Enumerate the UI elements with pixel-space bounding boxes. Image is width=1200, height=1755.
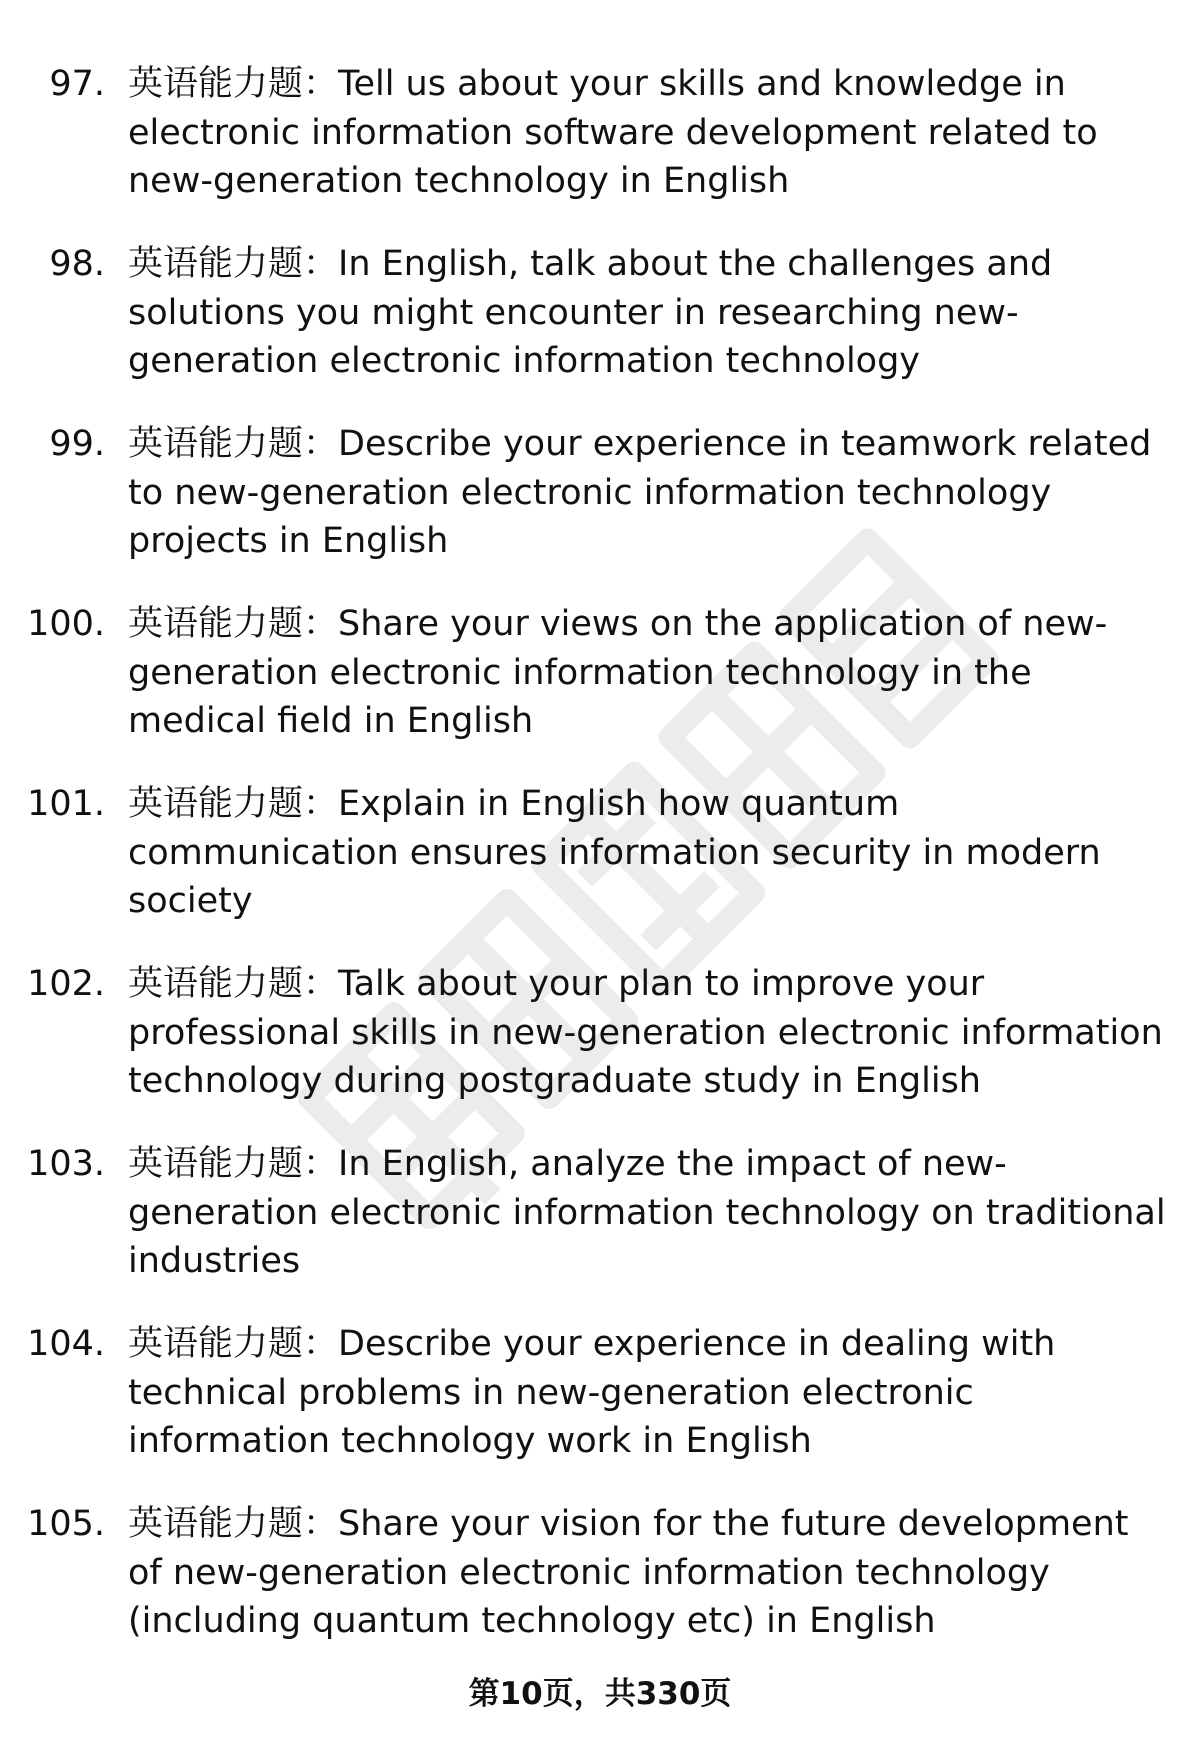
question-item — [0, 1500, 1200, 1680]
question-body — [128, 60, 1173, 206]
question-text: In English, talk about the challenges and solutions you might encounter in researching new-generation electronic information technology — [128, 244, 1053, 381]
question-item — [0, 780, 1200, 960]
question-body — [128, 240, 1173, 386]
question-number: 105. — [27, 1504, 105, 1544]
question-item — [0, 60, 1200, 240]
page-footer: 第10页，共330页 — [468, 1676, 732, 1712]
question-text: Describe your experience in teamwork related to new-generation electronic information technology projects in English — [128, 424, 1152, 561]
question-body — [128, 780, 1173, 926]
question-number: 98. — [49, 244, 105, 284]
question-body — [128, 420, 1173, 566]
question-text: Share your vision for the future development of new-generation electronic information technology (including quantum technology etc) in English — [128, 1504, 1129, 1641]
question-number: 103. — [27, 1144, 105, 1184]
question-prefix: 英语能力题： — [128, 64, 339, 104]
question-text: Describe your experience in dealing with technical problems in new-generation electronic information technology work in English — [128, 1324, 1056, 1461]
question-text: Tell us about your skills and knowledge in electronic information software development related to new-generation technology in English — [128, 64, 1098, 201]
question-number: 100. — [27, 604, 105, 644]
question-body — [128, 1320, 1173, 1466]
question-number: 104. — [27, 1324, 105, 1364]
question-item — [0, 240, 1200, 420]
question-item — [0, 1320, 1200, 1500]
question-item — [0, 1140, 1200, 1320]
question-number: 101. — [27, 784, 105, 824]
question-number: 97. — [49, 64, 105, 104]
question-text: Explain in English how quantum communication ensures information security in modern society — [128, 784, 1101, 921]
question-body — [128, 600, 1173, 746]
question-text: In English, analyze the impact of new-generation electronic information technology on traditional industries — [128, 1144, 1166, 1281]
question-text: Share your views on the application of new-generation electronic information technology in the medical field in English — [128, 604, 1108, 741]
question-item — [0, 600, 1200, 780]
question-prefix: 英语能力题： — [128, 1324, 339, 1364]
question-prefix: 英语能力题： — [128, 604, 339, 644]
question-prefix: 英语能力题： — [128, 784, 339, 824]
question-body — [128, 960, 1173, 1106]
question-body — [128, 1500, 1173, 1646]
question-number: 102. — [27, 964, 105, 1004]
question-list — [0, 60, 1200, 1680]
question-prefix: 英语能力题： — [128, 1504, 339, 1544]
question-item — [0, 960, 1200, 1140]
question-number: 99. — [49, 424, 105, 464]
question-item — [0, 420, 1200, 600]
question-prefix: 英语能力题： — [128, 964, 339, 1004]
question-prefix: 英语能力题： — [128, 244, 339, 284]
question-prefix: 英语能力题： — [128, 424, 339, 464]
question-body — [128, 1140, 1173, 1286]
question-prefix: 英语能力题： — [128, 1144, 339, 1184]
question-text: Talk about your plan to improve your professional skills in new-generation electronic information technology during postgraduate study in English — [128, 964, 1163, 1101]
